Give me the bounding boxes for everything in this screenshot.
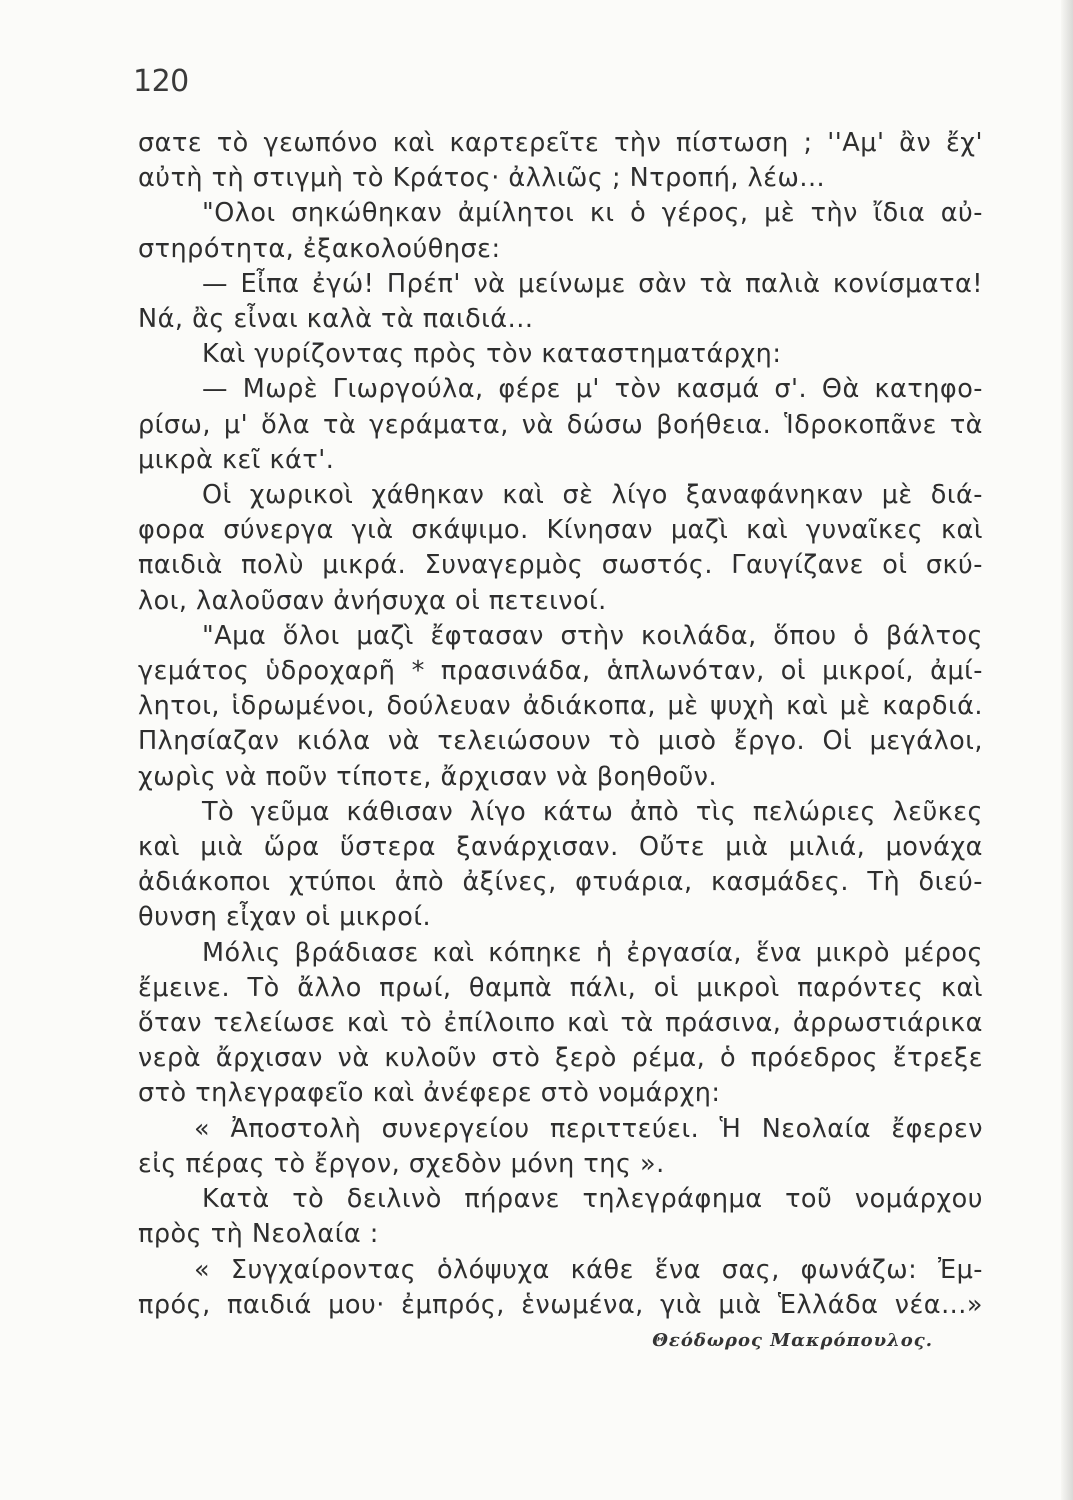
text-line: ρίσω, μ' ὅλα τὰ γεράματα, νὰ δώσω βοήθεια. Ἱδροκοπᾶνε τὰ <box>138 409 983 440</box>
text-line: Οἱ χωρικοὶ χάθηκαν καὶ σὲ λίγο ξαναφάνηκαν μὲ διά- <box>202 480 983 511</box>
text-line: σατε τὸ γεωπόνο καὶ καρτερεῖτε τὴν πίστωση ; ''Αμ' ἂν ἔχ' <box>138 128 983 158</box>
text-line: εἰς πέρας τὸ ἔργον, σχεδὸν μόνη της ». <box>138 1148 665 1179</box>
text-line: θυνση εἶχαν οἱ μικροί. <box>138 902 432 933</box>
page-number: 120 <box>133 64 189 99</box>
text-line: στὸ τηλεγραφεῖο καὶ ἀνέφερε στὸ νομάρχη: <box>138 1078 721 1109</box>
text-line: πρός, παιδιά μου· ἐμπρός, ἑνωμένα, γιὰ μιὰ Ἑλλάδα νέα...» <box>138 1289 983 1320</box>
text-line: — Εἶπα ἐγώ! Πρέπ' νὰ μείνωμε σὰν τὰ παλιὰ κονίσματα! <box>202 268 983 299</box>
text-line: χωρὶς νὰ ποῦν τίποτε, ἄρχισαν νὰ βοηθοῦν. <box>138 761 718 792</box>
text-line: μικρὰ κεῖ κάτ'. <box>138 444 335 475</box>
text-line: πρὸς τὴ Νεολαία : <box>138 1219 379 1250</box>
text-line: ἀδιάκοποι χτύποι ἀπὸ ἀξίνες, φτυάρια, κασμάδες. Τὴ διεύ- <box>138 867 983 898</box>
text-line: Κατὰ τὸ δειλινὸ πήρανε τηλεγράφημα τοῦ νομάρχου <box>202 1184 983 1215</box>
author-signature: Θεόδωρος Μακρόπουλος. <box>652 1330 933 1351</box>
text-line: νερὰ ἄρχισαν νὰ κυλοῦν στὸ ξερὸ ρέμα, ὁ πρόεδρος ἔτρεξε <box>138 1043 983 1074</box>
text-line: « Ἀποστολὴ συνεργείου περιττεύει. Ἡ Νεολαία ἔφερεν <box>194 1113 983 1144</box>
text-line: στηρότητα, ἐξακολούθησε: <box>138 233 501 264</box>
text-line: — Μωρὲ Γιωργούλα, φέρε μ' τὸν κασμά σ'. Θὰ κατηφο- <box>202 374 983 405</box>
text-line: λητοι, ἱδρωμένοι, δούλευαν ἀδιάκοπα, μὲ ψυχὴ καὶ μὲ καρδιά. <box>138 691 983 722</box>
text-line: φορα σύνεργα γιὰ σκάψιμο. Κίνησαν μαζὶ καὶ γυναῖκες καὶ <box>138 515 983 546</box>
text-line: αὐτὴ τὴ στιγμὴ τὸ Κράτος· ἀλλιῶς ; Ντροπή, λέω... <box>138 163 826 194</box>
text-line: γεμάτος ὑδροχαρῆ * πρασινάδα, ἁπλωνόταν, οἱ μικροί, ἀμί- <box>138 656 983 687</box>
text-line: "Αμα ὅλοι μαζὶ ἔφτασαν στὴν κοιλάδα, ὅπου ὁ βάλτος <box>202 620 983 651</box>
text-line: Πλησίαζαν κιόλα νὰ τελειώσουν τὸ μισὸ ἔργο. Οἱ μεγάλοι, <box>138 726 983 757</box>
text-line: λοι, λαλοῦσαν ἀνήσυχα οἱ πετεινοί. <box>138 585 607 616</box>
body-text <box>138 126 983 1323</box>
page-edge-shadow <box>1061 0 1073 1500</box>
text-line: « Συγχαίροντας ὁλόψυχα κάθε ἕνα σας, φωνάζω: Ἐμ- <box>194 1254 983 1285</box>
text-line: παιδιὰ πολὺ μικρά. Συναγερμὸς σωστός. Γαυγίζανε οἱ σκύ- <box>138 550 983 581</box>
text-line: Νά, ἂς εἶναι καλὰ τὰ παιδιά... <box>138 304 534 335</box>
text-line: "Ολοι σηκώθηκαν ἀμίλητοι κι ὁ γέρος, μὲ τὴν ἴδια αὐ- <box>202 198 983 229</box>
text-line: ἔμεινε. Τὸ ἄλλο πρωί, θαμπὰ πάλι, οἱ μικροὶ παρόντες καὶ <box>138 972 983 1003</box>
text-line: Τὸ γεῦμα κάθισαν λίγο κάτω ἀπὸ τὶς πελώριες λεῦκες <box>202 796 983 827</box>
text-line: Καὶ γυρίζοντας πρὸς τὸν καταστηματάρχη: <box>202 339 782 370</box>
text-line: ὅταν τελείωσε καὶ τὸ ἐπίλοιπο καὶ τὰ πράσινα, ἀρρωστιάρικα <box>138 1008 983 1039</box>
text-line: καὶ μιὰ ὥρα ὕστερα ξανάρχισαν. Οὔτε μιὰ μιλιά, μονάχα <box>138 832 983 863</box>
text-line: Μόλις βράδιασε καὶ κόπηκε ἡ ἐργασία, ἕνα μικρὸ μέρος <box>202 937 983 968</box>
